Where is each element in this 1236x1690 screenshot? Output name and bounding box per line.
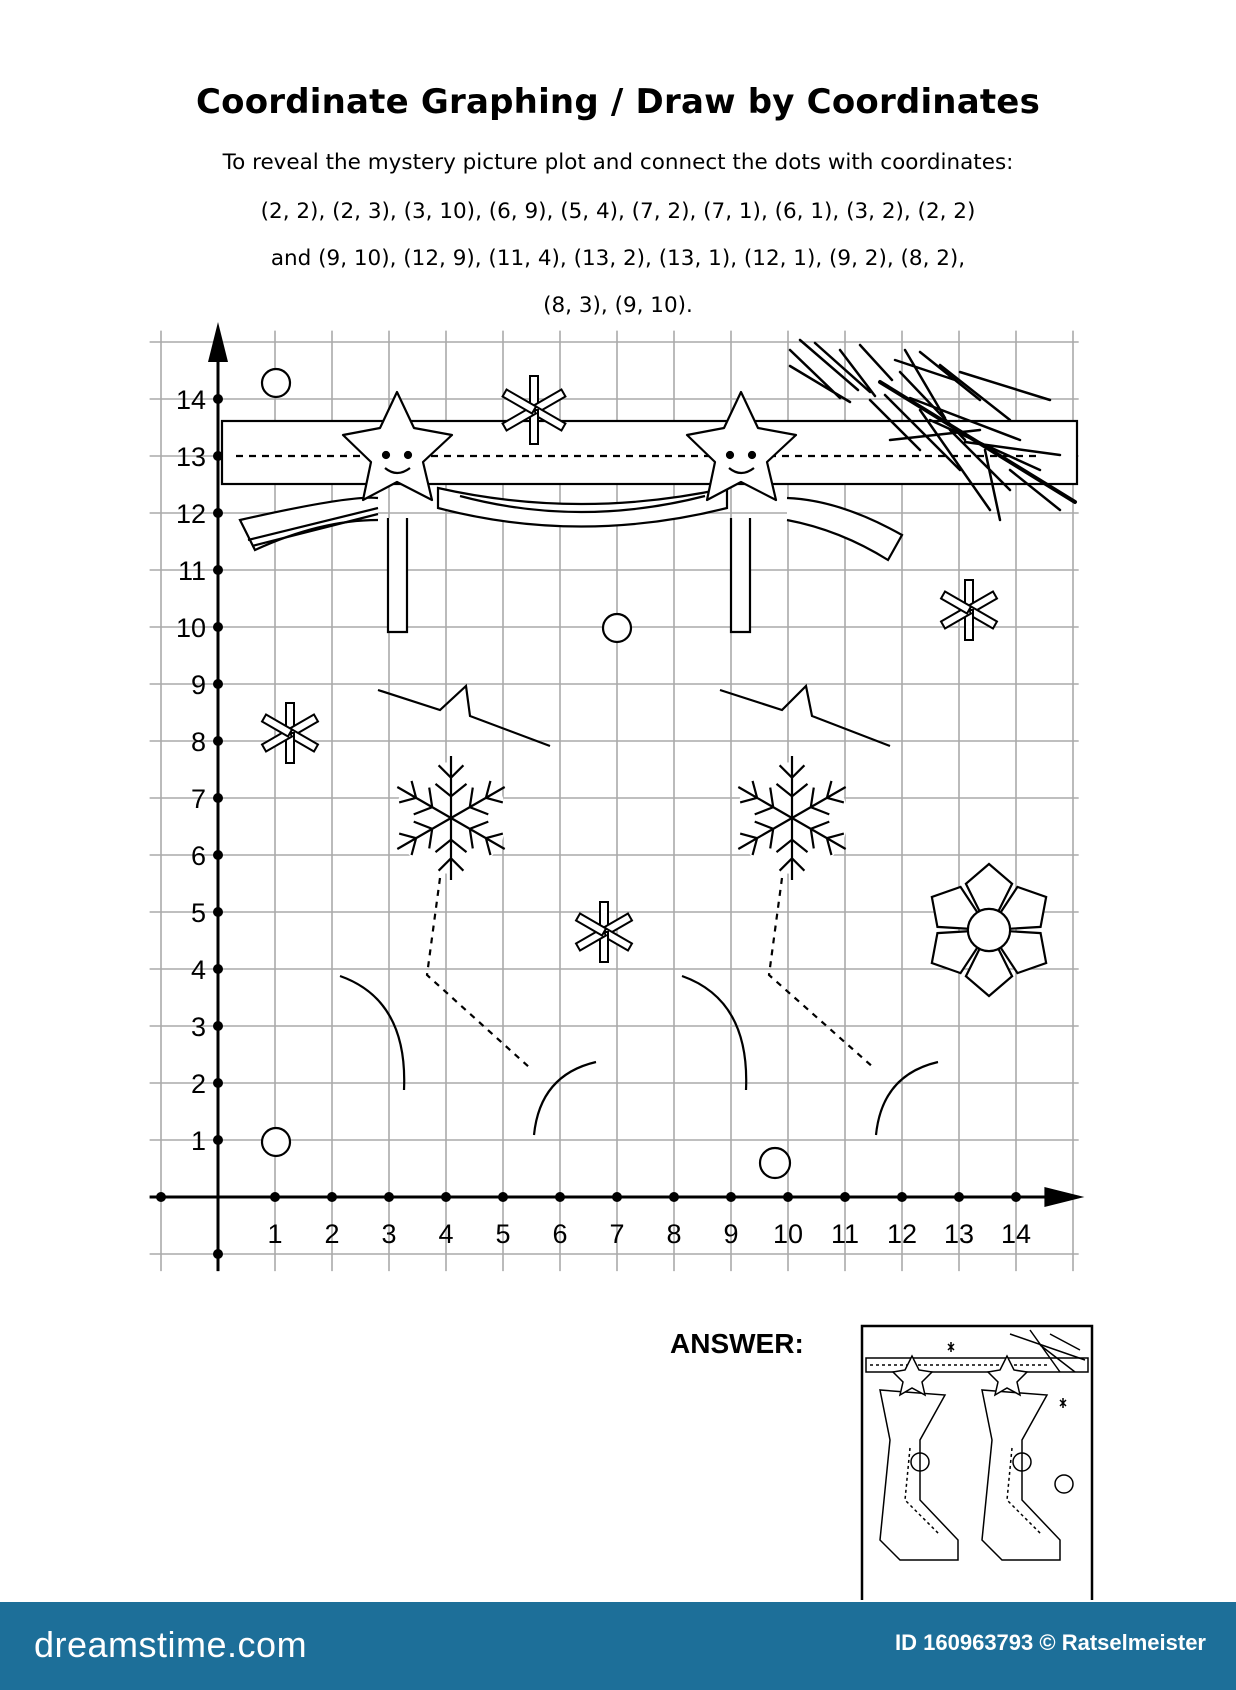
coordinates-line-2: and (9, 10), (12, 9), (11, 4), (13, 2), (13, 1), (12, 1), (9, 2), (8, 2),	[270, 246, 966, 271]
snowflake-icon	[262, 703, 318, 763]
x-tick-label: 13	[943, 1219, 975, 1249]
snowflake-icon	[390, 756, 513, 880]
x-tick-label: 2	[324, 1219, 340, 1249]
toe-arc-2	[876, 1062, 938, 1135]
y-axis-dot	[213, 793, 223, 803]
x-tick-label: 5	[495, 1219, 511, 1249]
coordinates-line-1: (2, 2), (2, 3), (3, 10), (6, 9), (5, 4), (7, 2), (7, 1), (6, 1), (3, 2), (2, 2)	[260, 199, 976, 224]
y-axis-dot	[213, 1021, 223, 1031]
x-axis-dot	[270, 1192, 280, 1202]
snowflake-icon	[920, 864, 1057, 996]
y-tick-label: 8	[190, 727, 206, 757]
x-tick-label: 7	[609, 1219, 625, 1249]
snowflake-icon	[731, 756, 854, 880]
stocking-stitch-1	[427, 878, 530, 1068]
image-credit: ID 160963793 © Ratselmeister	[895, 1630, 1206, 1655]
hanger-loop-1	[388, 518, 407, 632]
x-tick-label: 6	[552, 1219, 568, 1249]
x-axis-dot	[726, 1192, 736, 1202]
y-axis-dot	[213, 679, 223, 689]
footer-bar	[0, 1602, 1236, 1690]
y-tick-label: 2	[190, 1069, 206, 1099]
y-axis-dot	[213, 622, 223, 632]
y-axis-dot	[213, 736, 223, 746]
ribbon-left	[240, 498, 378, 550]
y-tick-label: 9	[190, 670, 206, 700]
x-tick-label: 14	[1000, 1219, 1032, 1249]
x-axis-dot	[669, 1192, 679, 1202]
y-tick-label: 5	[190, 898, 206, 928]
star-eye	[405, 452, 411, 458]
dreamstime-logo: dreamstime.com	[34, 1624, 308, 1665]
picture-hints	[222, 369, 1077, 1178]
x-axis-dot	[384, 1192, 394, 1202]
stocking-cuff-hint-1	[378, 686, 550, 746]
y-tick-label: 13	[175, 442, 206, 472]
ribbon-garland	[438, 488, 727, 527]
y-tick-label: 1	[190, 1126, 206, 1156]
y-axis-dot	[213, 565, 223, 575]
y-tick-label: 14	[175, 385, 206, 415]
toe-arc-1	[534, 1062, 596, 1135]
x-axis-dot	[954, 1192, 964, 1202]
x-axis-dot	[1011, 1192, 1021, 1202]
y-tick-label: 6	[190, 841, 206, 871]
y-axis-dot	[213, 907, 223, 917]
coordinates-line-3: (8, 3), (9, 10).	[543, 293, 693, 318]
x-axis-dot	[783, 1192, 793, 1202]
x-axis-dot	[612, 1192, 622, 1202]
circle-mark	[262, 369, 290, 397]
y-axis-dot	[213, 1078, 223, 1088]
y-axis-dot	[213, 1135, 223, 1145]
hanger-loop-2	[731, 518, 750, 632]
x-tick-label: 4	[438, 1219, 454, 1249]
stocking-stitch-2	[769, 878, 874, 1068]
x-axis-dot	[498, 1192, 508, 1202]
y-axis-dot	[213, 964, 223, 974]
stocking-cuff-hint-2	[720, 686, 890, 746]
x-axis-dot	[897, 1192, 907, 1202]
y-tick-label: 7	[190, 784, 206, 814]
y-axis-dot	[213, 1249, 223, 1259]
x-axis-dot	[156, 1192, 166, 1202]
y-tick-label: 11	[177, 556, 206, 586]
y-axis-dot	[213, 508, 223, 518]
x-axis-dot	[327, 1192, 337, 1202]
star-eye	[749, 452, 755, 458]
x-tick-label: 3	[381, 1219, 397, 1249]
x-tick-label: 8	[666, 1219, 682, 1249]
answer-label: ANSWER:	[670, 1328, 804, 1359]
x-tick-label: 9	[723, 1219, 739, 1249]
x-axis-dot	[555, 1192, 565, 1202]
heel-arc-2	[682, 976, 746, 1090]
x-axis-dot	[441, 1192, 451, 1202]
y-tick-label: 3	[190, 1012, 206, 1042]
x-tick-label: 1	[267, 1219, 283, 1249]
page-title: Coordinate Graphing / Draw by Coordinates	[195, 82, 1041, 122]
y-axis-dot	[213, 850, 223, 860]
y-tick-label: 12	[175, 499, 206, 529]
snowflake-icon	[941, 580, 997, 640]
circle-mark	[603, 614, 631, 642]
y-axis-dot	[213, 394, 223, 404]
snowflake-icon	[576, 902, 632, 962]
circle-mark	[262, 1128, 290, 1156]
instructions-text: To reveal the mystery picture plot and connect the dots with coordinates:	[222, 150, 1014, 175]
x-tick-label: 12	[886, 1219, 918, 1249]
heel-arc-1	[340, 976, 404, 1090]
star-eye	[383, 452, 389, 458]
y-tick-label: 10	[175, 613, 206, 643]
x-tick-label: 10	[772, 1219, 804, 1249]
x-tick-label: 11	[830, 1219, 860, 1249]
x-axis-dot	[840, 1192, 850, 1202]
star-eye	[727, 452, 733, 458]
circle-mark	[760, 1148, 790, 1178]
y-tick-label: 4	[190, 955, 206, 985]
